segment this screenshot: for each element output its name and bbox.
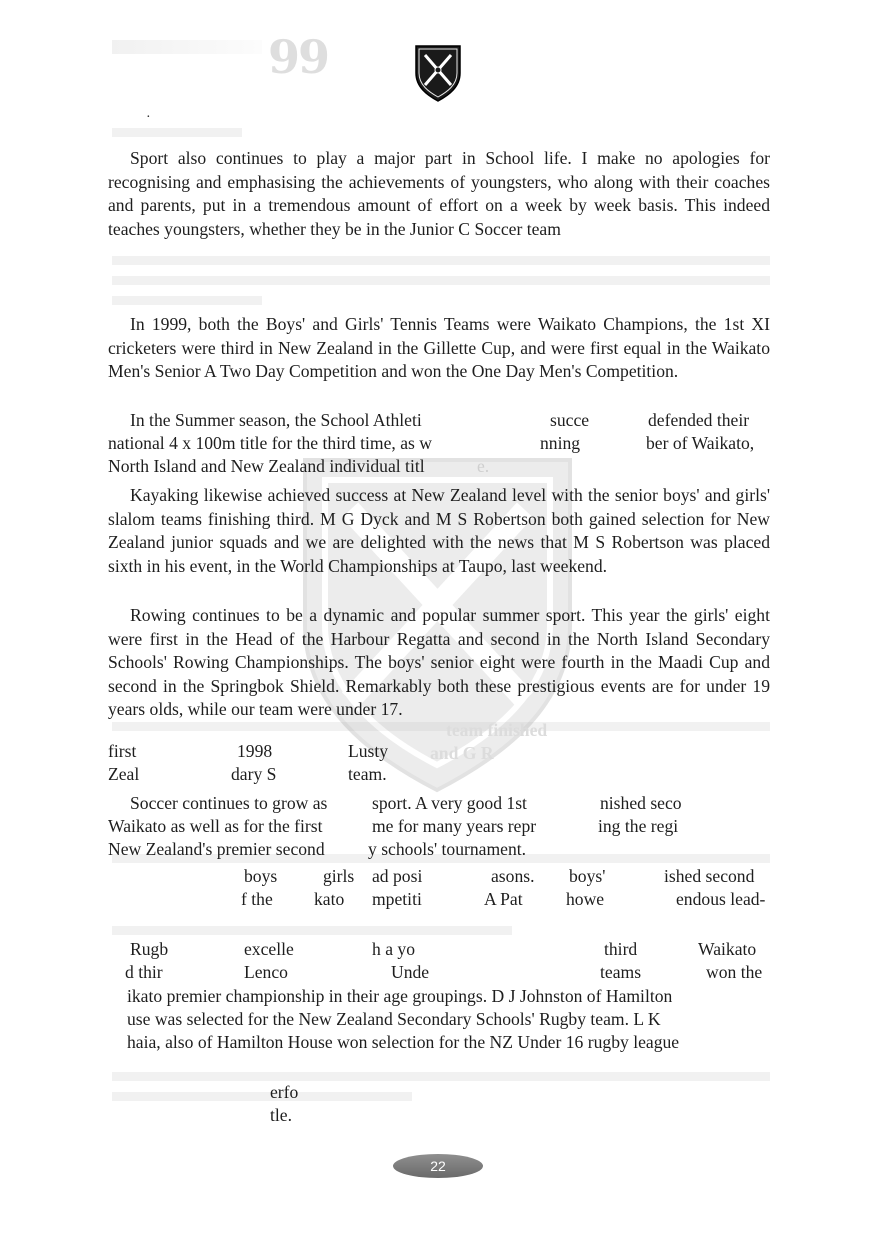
paragraph-kayaking: Kayaking likewise achieved success at New Zealand level with the senior boys' and girls' slalom teams finishing third. M G Dyck and M S Robertson both gained selection for New Zealand junior squads and we are delighted with the news that M S Robertson was placed sixth in his event, in the World Championships at Taupo, last weekend. bbox=[108, 485, 770, 576]
ghost-line bbox=[112, 256, 770, 265]
hockey-text: boys' bbox=[569, 866, 606, 886]
rugby-text: won the bbox=[706, 962, 763, 982]
faded-header-title bbox=[112, 40, 262, 54]
rugby-text: Rugb bbox=[130, 939, 169, 959]
soccer-text: sport. A very good 1st bbox=[372, 793, 527, 813]
hockey-text: mpetiti bbox=[372, 889, 422, 909]
athletics-text: defended their bbox=[648, 410, 750, 430]
rugby-text: use was selected for the New Zealand Secondary Schools' Rugby team. L K bbox=[127, 1009, 661, 1029]
athletics-text: North Island and New Zealand individual titl bbox=[108, 456, 425, 476]
hockey-text: f the bbox=[241, 889, 273, 909]
soccer-text: y schools' tournament. bbox=[368, 839, 527, 859]
badminton-text: first bbox=[108, 741, 137, 761]
stray-dot: · bbox=[146, 110, 151, 125]
badminton-text: dary S bbox=[231, 764, 277, 784]
rugby-text: third bbox=[604, 939, 638, 959]
athletics-text: In the Summer season, the School Athleti bbox=[130, 410, 422, 430]
school-crest-icon bbox=[413, 43, 463, 103]
hockey-text: asons. bbox=[491, 866, 535, 886]
ghost-line bbox=[112, 926, 512, 935]
rugby-text: teams bbox=[600, 962, 642, 982]
hockey-text: endous lead- bbox=[676, 889, 766, 909]
hockey-text: A Pat bbox=[484, 889, 523, 909]
closing-text: tle. bbox=[270, 1105, 292, 1125]
athletics-text: national 4 x 100m title for the third time, as w bbox=[108, 433, 432, 453]
rugby-text: h a yo bbox=[372, 939, 415, 959]
hockey-text: girls bbox=[323, 866, 355, 886]
hockey-text: ished second bbox=[664, 866, 755, 886]
soccer-text: Waikato as well as for the first bbox=[108, 816, 323, 836]
ghost-line bbox=[112, 128, 242, 137]
rugby-text: haia, also of Hamilton House won selection for the NZ Under 16 rugby league bbox=[127, 1032, 680, 1052]
soccer-text: Soccer continues to grow as bbox=[130, 793, 328, 813]
paragraph-sport: Sport also continues to play a major part in School life. I make no apologies for recognising and emphasising the achievements of youngsters, who along with their coaches and parents, put in a tremendous amount of effort on a week by week basis. This indeed teaches youngsters, whether they be in the Junior C Soccer team bbox=[108, 148, 770, 239]
ghost-line bbox=[112, 296, 262, 305]
soccer-text: ing the regi bbox=[598, 816, 679, 836]
paragraph-tennis: In 1999, both the Boys' and Girls' Tennis Teams were Waikato Champions, the 1st XI cricketers were third in New Zealand in the Gillette Cup, and were first equal in the Waikato Men's Senior A Two Day Competition and won the One Day Men's Competition. bbox=[108, 314, 770, 381]
soccer-text: nished seco bbox=[600, 793, 682, 813]
hockey-text: howe bbox=[566, 889, 605, 909]
soccer-text: me for many years repr bbox=[372, 816, 537, 836]
header-year: 99 bbox=[268, 30, 329, 84]
badminton-text: team. bbox=[348, 764, 387, 784]
ghost-line bbox=[112, 1072, 770, 1081]
rugby-text: Waikato bbox=[698, 939, 757, 959]
ghost-line bbox=[112, 1092, 412, 1101]
athletics-text: succe bbox=[550, 410, 590, 430]
badminton-text: 1998 bbox=[237, 741, 273, 761]
ghost-text: team finished bbox=[446, 720, 548, 740]
athletics-text: nning bbox=[540, 433, 581, 453]
badminton-text: Zeal bbox=[108, 764, 140, 784]
closing-text: erfo bbox=[270, 1082, 299, 1102]
rugby-text: excelle bbox=[244, 939, 294, 959]
hockey-text: kato bbox=[314, 889, 345, 909]
badminton-text: Lusty bbox=[348, 741, 389, 761]
soccer-text: New Zealand's premier second bbox=[108, 839, 325, 859]
rugby-text: Unde bbox=[391, 962, 430, 982]
rugby-text: ikato premier championship in their age groupings. D J Johnston of Hamilton bbox=[127, 986, 673, 1006]
hockey-text: boys bbox=[244, 866, 278, 886]
athletics-text: ber of Waikato, bbox=[646, 433, 755, 453]
paragraph-rowing: Rowing continues to be a dynamic and popular summer sport. This year the girls' eight were first in the Head of the Harbour Regatta and second in the North Island Secondary Schools' Rowing Championships. The boys' senior eight were fourth in the Maadi Cup and second in the Springbok Shield. Remarkably both these prestigious events are for under 19 years olds, while our team were under 17. bbox=[108, 605, 770, 719]
hockey-text: ad posi bbox=[372, 866, 423, 886]
athletics-text: e. bbox=[477, 456, 490, 476]
ghost-line bbox=[112, 276, 770, 285]
ghost-text: and G R bbox=[430, 743, 494, 763]
rugby-text: Lenco bbox=[244, 962, 288, 982]
page-number: 22 bbox=[393, 1154, 483, 1178]
rugby-text: d thir bbox=[125, 962, 163, 982]
